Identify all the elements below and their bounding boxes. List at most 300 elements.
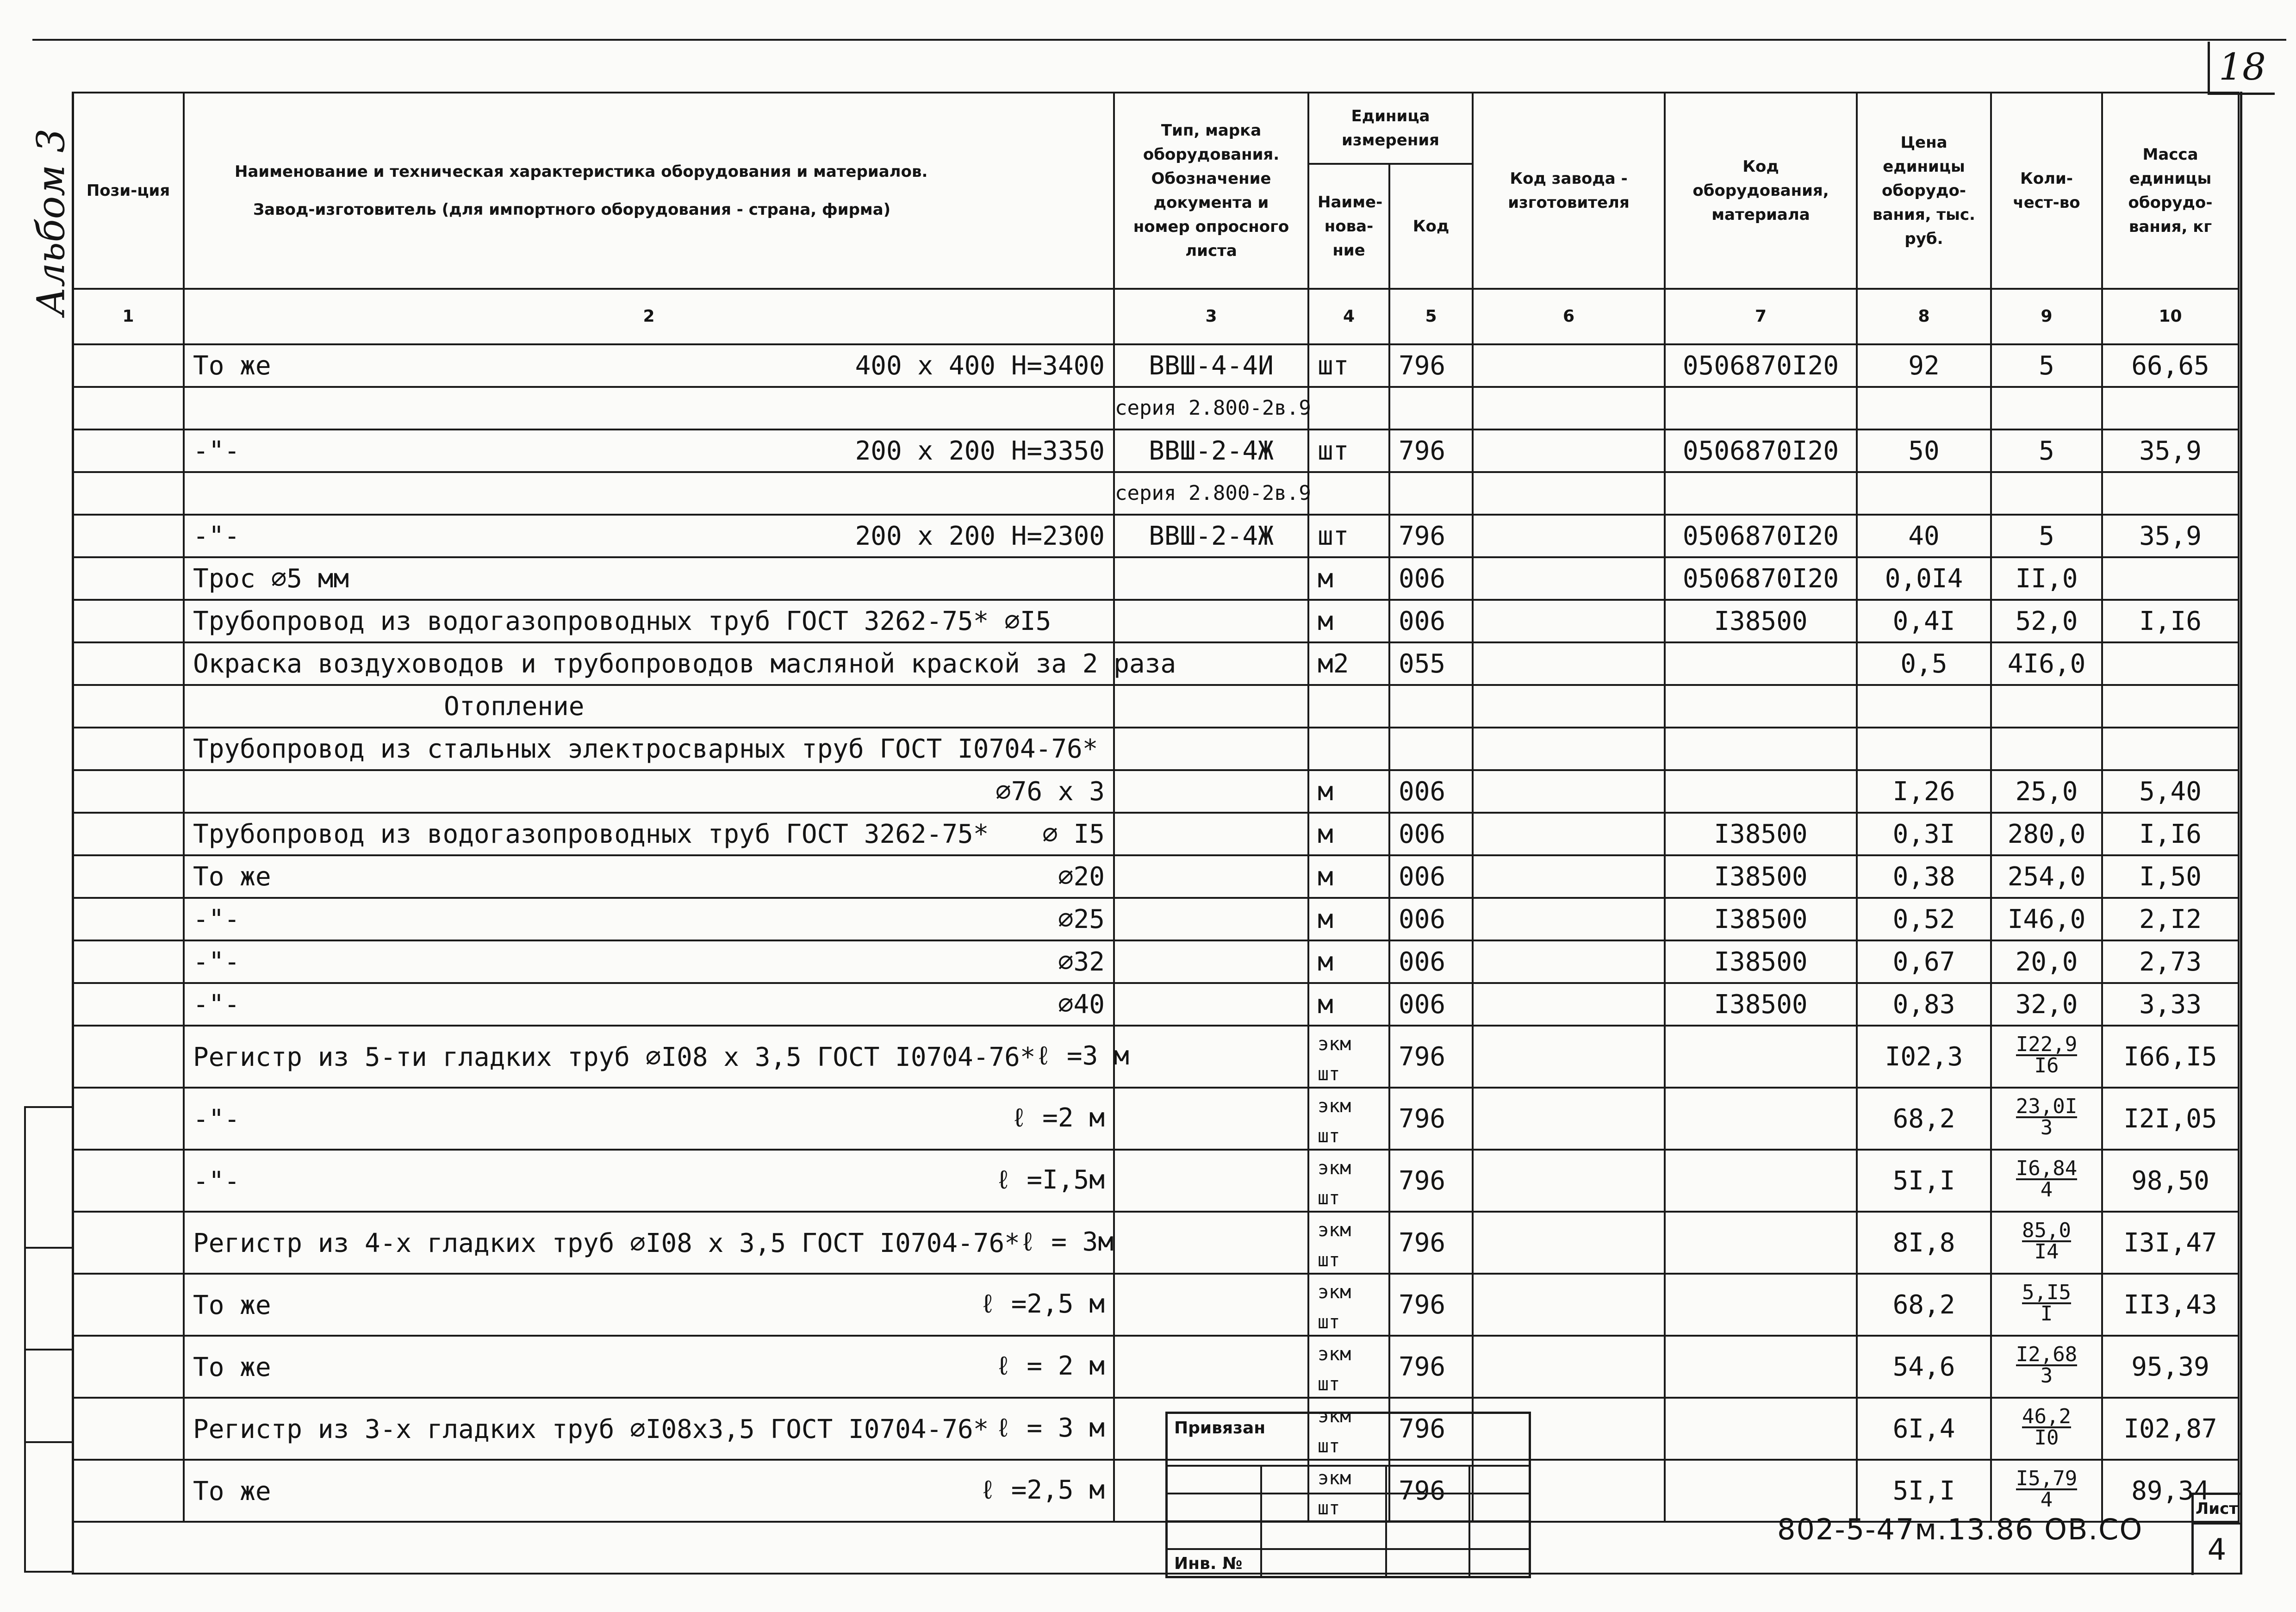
item-spec: 200 x 200 H=3350 xyxy=(855,436,1105,466)
cell-text: м xyxy=(1318,776,1333,807)
table-row xyxy=(73,940,2239,983)
cell-text: м xyxy=(1318,861,1333,892)
cell-unit xyxy=(1308,600,1389,642)
item-spec: ℓ =3 м xyxy=(1035,1041,1129,1071)
cell-price xyxy=(1857,813,1991,855)
cell-position xyxy=(73,855,184,898)
cell-mass xyxy=(2102,557,2239,600)
cell-name xyxy=(184,344,1114,387)
cell-price xyxy=(1857,600,1991,642)
cell-mass xyxy=(2102,429,2239,472)
item-name: То же xyxy=(193,861,271,892)
item-name: Регистр из 3-х гладких труб ∅I08x3,5 ГОСТ I0704-76* xyxy=(193,1414,989,1444)
qty-bottom: 4 xyxy=(2040,1177,2053,1201)
specification-table xyxy=(72,92,2240,1523)
cell-plant-code xyxy=(1473,1212,1665,1274)
cell-text: 25,0 xyxy=(2015,776,2078,807)
unit-top: экм xyxy=(1318,1220,1351,1241)
cell-quantity xyxy=(1991,1274,2102,1336)
item-spec: ∅76 x 3 xyxy=(995,776,1105,807)
header-type: Тип, марка оборудования. Обозначение документа и номер опросного листа xyxy=(1114,93,1308,289)
cell-text: I38500 xyxy=(1714,904,1808,934)
cell-type xyxy=(1114,1336,1308,1398)
cell-unit-code xyxy=(1389,983,1473,1026)
cell-plant-code xyxy=(1473,813,1665,855)
cell-mass xyxy=(2102,600,2239,642)
cell-position xyxy=(73,344,184,387)
cell-text: 5,40 xyxy=(2139,776,2202,807)
cell-text: I,I6 xyxy=(2139,606,2202,636)
cell-text: 280,0 xyxy=(2007,819,2086,849)
cell-type xyxy=(1114,1274,1308,1336)
binding-stamp xyxy=(1165,1412,1531,1578)
cell-mass xyxy=(2102,770,2239,813)
cell-text: 95,39 xyxy=(2131,1351,2209,1382)
cell-text: II3,43 xyxy=(2123,1289,2217,1320)
cell-unit-code xyxy=(1389,429,1473,472)
cell-text: 32,0 xyxy=(2015,989,2078,1020)
table-row xyxy=(73,1336,2239,1398)
cell-text: I66,I5 xyxy=(2123,1041,2217,1072)
cell-unit xyxy=(1308,855,1389,898)
list-label: Лист xyxy=(2194,1495,2240,1525)
cell-text: 98,50 xyxy=(2131,1165,2209,1196)
item-spec: ∅ I5 xyxy=(1042,819,1105,849)
table-row xyxy=(73,1150,2239,1212)
cell-unit-code xyxy=(1389,1088,1473,1150)
cell-quantity xyxy=(1991,685,2102,728)
cell-position xyxy=(73,813,184,855)
cell-type xyxy=(1114,813,1308,855)
cell-text: 796 xyxy=(1399,1413,1446,1444)
cell-text: 5 xyxy=(2039,521,2054,551)
cell-text: I38500 xyxy=(1714,946,1808,977)
unit-top: экм xyxy=(1318,1158,1351,1179)
item-spec: ℓ =2 м xyxy=(1011,1103,1105,1133)
cell-text: II,0 xyxy=(2015,563,2078,594)
cell-text: ВВШ-2-4Ж xyxy=(1149,521,1274,551)
cell-price xyxy=(1857,983,1991,1026)
cell-equipment-code xyxy=(1665,1026,1857,1088)
col-number: 9 xyxy=(1991,289,2102,344)
table-row xyxy=(73,472,2239,515)
qty-bottom: 4 xyxy=(2040,1488,2053,1512)
unit-bottom: шт xyxy=(1318,1312,1340,1333)
cell-position xyxy=(73,1460,184,1522)
unit-bottom: шт xyxy=(1318,1126,1340,1147)
col-number: 4 xyxy=(1308,289,1389,344)
table-row xyxy=(73,429,2239,472)
cell-position xyxy=(73,983,184,1026)
cell-equipment-code xyxy=(1665,940,1857,983)
cell-quantity xyxy=(1991,770,2102,813)
cell-unit xyxy=(1308,1274,1389,1336)
cell-unit xyxy=(1308,1026,1389,1088)
col-number: 6 xyxy=(1473,289,1665,344)
cell-price xyxy=(1857,344,1991,387)
col-number: 3 xyxy=(1114,289,1308,344)
item-spec: ℓ = 3м xyxy=(1020,1227,1114,1257)
cell-text: I3I,47 xyxy=(2123,1227,2217,1258)
cell-text: шт xyxy=(1318,350,1349,381)
cell-unit-code xyxy=(1389,940,1473,983)
cell-text: I02,3 xyxy=(1885,1041,1963,1072)
cell-text: м xyxy=(1318,989,1333,1020)
cell-type xyxy=(1114,898,1308,940)
cell-text: 5I,I xyxy=(1892,1475,1955,1506)
cell-type xyxy=(1114,855,1308,898)
cell-text: 796 xyxy=(1399,1475,1446,1506)
cell-text: 5I,I xyxy=(1892,1165,1955,1196)
cell-text: 6I,4 xyxy=(1892,1413,1955,1444)
cell-unit-code xyxy=(1389,855,1473,898)
cell-price xyxy=(1857,940,1991,983)
cell-plant-code xyxy=(1473,600,1665,642)
cell-text: м xyxy=(1318,819,1333,849)
cell-plant-code xyxy=(1473,472,1665,515)
cell-equipment-code xyxy=(1665,557,1857,600)
cell-equipment-code xyxy=(1665,387,1857,429)
cell-text: I46,0 xyxy=(2007,904,2086,934)
cell-quantity xyxy=(1991,1026,2102,1088)
cell-name xyxy=(184,1398,1114,1460)
cell-text: 254,0 xyxy=(2007,861,2086,892)
cell-name xyxy=(184,600,1114,642)
item-name: Трубопровод из стальных электросварных труб ГОСТ I0704-76* xyxy=(193,734,1098,764)
album-label: Альбом 3 xyxy=(29,128,74,316)
header-equipment-code: Код оборудования, материала xyxy=(1665,93,1857,289)
cell-mass xyxy=(2102,728,2239,770)
cell-quantity xyxy=(1991,940,2102,983)
sheet-box xyxy=(2191,1493,2240,1575)
header-mass: Масса единицы оборудо-вания, кг xyxy=(2102,93,2239,289)
item-spec: 400 x 400 H=3400 xyxy=(855,350,1105,381)
cell-quantity xyxy=(1991,557,2102,600)
cell-name xyxy=(184,770,1114,813)
cell-text: 54,6 xyxy=(1892,1351,1955,1382)
cell-text: м xyxy=(1318,563,1333,594)
cell-position xyxy=(73,429,184,472)
item-spec: ℓ =2,5 м xyxy=(980,1289,1105,1319)
unit-bottom: шт xyxy=(1318,1064,1340,1085)
cell-plant-code xyxy=(1473,855,1665,898)
cell-unit xyxy=(1308,813,1389,855)
cell-unit xyxy=(1308,983,1389,1026)
series-note: серия 2.800-2в.9 xyxy=(1115,481,1311,505)
cell-plant-code xyxy=(1473,344,1665,387)
cell-name xyxy=(184,1336,1114,1398)
cell-text: шт xyxy=(1318,436,1349,466)
cell-mass xyxy=(2102,898,2239,940)
cell-text: 0,67 xyxy=(1892,946,1955,977)
cell-plant-code xyxy=(1473,898,1665,940)
cell-unit-code xyxy=(1389,344,1473,387)
unit-bottom: шт xyxy=(1318,1374,1340,1395)
cell-quantity xyxy=(1991,642,2102,685)
cell-price xyxy=(1857,1398,1991,1460)
table-row xyxy=(73,983,2239,1026)
cell-equipment-code xyxy=(1665,600,1857,642)
col-number: 8 xyxy=(1857,289,1991,344)
table-row xyxy=(73,770,2239,813)
cell-name xyxy=(184,898,1114,940)
table-row xyxy=(73,1274,2239,1336)
cell-text: 0,3I xyxy=(1892,819,1955,849)
cell-name xyxy=(184,557,1114,600)
item-name: То же xyxy=(193,1352,271,1382)
cell-position xyxy=(73,685,184,728)
item-name: -"- xyxy=(193,904,240,934)
header-price: Цена единицы оборудо-вания, тыс. руб. xyxy=(1857,93,1991,289)
cell-type xyxy=(1114,557,1308,600)
item-name: -"- xyxy=(193,946,240,977)
table-row xyxy=(73,1088,2239,1150)
cell-price xyxy=(1857,1088,1991,1150)
cell-mass xyxy=(2102,344,2239,387)
cell-text: 92 xyxy=(1908,350,1940,381)
cell-mass xyxy=(2102,387,2239,429)
cell-quantity xyxy=(1991,472,2102,515)
table-row xyxy=(73,1398,2239,1460)
header-unit-name: Наиме-нова-ние xyxy=(1308,164,1389,289)
cell-unit-code xyxy=(1389,600,1473,642)
cell-type xyxy=(1114,1026,1308,1088)
cell-equipment-code xyxy=(1665,855,1857,898)
unit-top: экм xyxy=(1318,1095,1351,1117)
cell-equipment-code xyxy=(1665,898,1857,940)
cell-unit-code xyxy=(1389,557,1473,600)
cell-text: 006 xyxy=(1399,563,1446,594)
cell-quantity xyxy=(1991,1212,2102,1274)
qty-bottom: 3 xyxy=(2040,1115,2053,1139)
cell-type xyxy=(1114,515,1308,557)
cell-text: 0506870I20 xyxy=(1682,350,1839,381)
cell-price xyxy=(1857,1336,1991,1398)
cell-name xyxy=(184,1212,1114,1274)
item-name: Регистр из 5-ти гладких труб ∅I08 x 3,5 ГОСТ I0704-76* xyxy=(193,1042,1036,1072)
cell-position xyxy=(73,940,184,983)
cell-text: 89,34 xyxy=(2131,1475,2209,1506)
cell-unit-code xyxy=(1389,387,1473,429)
cell-quantity xyxy=(1991,1336,2102,1398)
unit-top: экм xyxy=(1318,1406,1351,1427)
item-name: То же xyxy=(193,350,271,381)
cell-name xyxy=(184,940,1114,983)
item-spec: ∅40 xyxy=(1058,989,1105,1020)
cell-text: 0,5 xyxy=(1900,648,1948,679)
col-number: 5 xyxy=(1389,289,1473,344)
cell-equipment-code xyxy=(1665,813,1857,855)
cell-text: I,I6 xyxy=(2139,819,2202,849)
cell-type xyxy=(1114,940,1308,983)
cell-position xyxy=(73,642,184,685)
item-name: -"- xyxy=(193,521,240,551)
unit-bottom: шт xyxy=(1318,1250,1340,1271)
cell-text: 0,38 xyxy=(1892,861,1955,892)
cell-unit-code xyxy=(1389,728,1473,770)
cell-quantity xyxy=(1991,1150,2102,1212)
cell-type xyxy=(1114,983,1308,1026)
cell-mass xyxy=(2102,1212,2239,1274)
cell-text: I,26 xyxy=(1892,776,1955,807)
cell-type xyxy=(1114,600,1308,642)
col-number: 2 xyxy=(184,289,1114,344)
cell-plant-code xyxy=(1473,1274,1665,1336)
cell-plant-code xyxy=(1473,515,1665,557)
cell-name xyxy=(184,1088,1114,1150)
table-row xyxy=(73,557,2239,600)
table-row xyxy=(73,898,2239,940)
cell-plant-code xyxy=(1473,1150,1665,1212)
cell-price xyxy=(1857,898,1991,940)
cell-text: 50 xyxy=(1908,436,1940,466)
stamp-inv: Инв. № xyxy=(1174,1554,1243,1573)
cell-price xyxy=(1857,855,1991,898)
unit-bottom: шт xyxy=(1318,1436,1340,1457)
table-row xyxy=(73,855,2239,898)
cell-unit-code xyxy=(1389,472,1473,515)
qty-bottom: I xyxy=(2040,1301,2053,1326)
stamp-privyazan: Привязан xyxy=(1174,1419,1266,1438)
cell-quantity xyxy=(1991,1088,2102,1150)
cell-unit xyxy=(1308,1088,1389,1150)
item-name: -"- xyxy=(193,436,240,466)
cell-text: 20,0 xyxy=(2015,946,2078,977)
cell-name xyxy=(184,685,1114,728)
item-name: Регистр из 4-х гладких труб ∅I08 x 3,5 ГОСТ I0704-76* xyxy=(193,1228,1020,1258)
side-stamp-strip xyxy=(24,1106,74,1573)
item-spec: ∅25 xyxy=(1058,904,1105,934)
cell-text: 796 xyxy=(1399,521,1446,551)
qty-top: I2,68 xyxy=(2016,1342,2078,1366)
cell-mass xyxy=(2102,940,2239,983)
cell-mass xyxy=(2102,855,2239,898)
cell-unit-code xyxy=(1389,770,1473,813)
cell-type xyxy=(1114,387,1311,429)
cell-position xyxy=(73,472,184,515)
cell-text: м xyxy=(1318,946,1333,977)
cell-position xyxy=(73,728,184,770)
cell-quantity xyxy=(1991,387,2102,429)
cell-plant-code xyxy=(1473,940,1665,983)
cell-mass xyxy=(2102,1336,2239,1398)
cell-text: 006 xyxy=(1399,606,1446,636)
cell-quantity xyxy=(1991,813,2102,855)
cell-plant-code xyxy=(1473,1088,1665,1150)
cell-plant-code xyxy=(1473,557,1665,600)
cell-text: 5 xyxy=(2039,436,2054,466)
item-name: То же xyxy=(193,1290,271,1320)
sheet-number: 18 xyxy=(2208,42,2275,95)
cell-text: 40 xyxy=(1908,521,1940,551)
series-note: серия 2.800-2в.9 xyxy=(1115,396,1311,420)
cell-unit-code xyxy=(1389,515,1473,557)
cell-quantity xyxy=(1991,600,2102,642)
cell-text: 35,9 xyxy=(2139,436,2202,466)
cell-text: 796 xyxy=(1399,1103,1446,1134)
cell-equipment-code xyxy=(1665,1212,1857,1274)
cell-mass xyxy=(2102,685,2239,728)
item-name: То же xyxy=(193,1476,271,1506)
cell-unit xyxy=(1308,515,1389,557)
cell-plant-code xyxy=(1473,387,1665,429)
cell-unit xyxy=(1308,728,1389,770)
cell-unit-code xyxy=(1389,642,1473,685)
col-number: 1 xyxy=(73,289,184,344)
cell-text: 796 xyxy=(1399,1041,1446,1072)
cell-unit xyxy=(1308,387,1389,429)
cell-unit-code xyxy=(1389,1026,1473,1088)
cell-text: 796 xyxy=(1399,1351,1446,1382)
cell-mass xyxy=(2102,1026,2239,1088)
unit-top: экм xyxy=(1318,1344,1351,1365)
cell-name xyxy=(184,1150,1114,1212)
cell-name xyxy=(184,1026,1129,1088)
cell-price xyxy=(1857,515,1991,557)
cell-text: 055 xyxy=(1399,648,1446,679)
cell-text: 2,I2 xyxy=(2139,904,2202,934)
item-name: Трубопровод из водогазопроводных труб ГОСТ 3262-75* ∅I5 xyxy=(193,606,1052,636)
cell-text: 68,2 xyxy=(1892,1289,1955,1320)
col-number: 7 xyxy=(1665,289,1857,344)
cell-position xyxy=(73,515,184,557)
cell-text: 0,83 xyxy=(1892,989,1955,1020)
cell-unit-code xyxy=(1389,1212,1473,1274)
cell-text: ВВШ-2-4Ж xyxy=(1149,436,1274,466)
header-plant-code: Код завода - изготовителя xyxy=(1473,93,1665,289)
cell-text: 006 xyxy=(1399,861,1446,892)
cell-price xyxy=(1857,728,1991,770)
cell-position xyxy=(73,387,184,429)
cell-unit-code xyxy=(1389,1150,1473,1212)
header-name: Наименование и техническая характеристика оборудования и материалов. Завод-изготовитель (для импортного оборудования - страна, фирма) xyxy=(184,93,1114,289)
item-spec: ℓ =I,5м xyxy=(996,1165,1105,1195)
cell-text: 0,0I4 xyxy=(1885,563,1963,594)
cell-price xyxy=(1857,1026,1991,1088)
cell-price xyxy=(1857,642,1991,685)
cell-mass xyxy=(2102,472,2239,515)
unit-bottom: шт xyxy=(1318,1498,1340,1519)
cell-unit xyxy=(1308,642,1389,685)
cell-text: 006 xyxy=(1399,819,1446,849)
cell-name xyxy=(184,642,1176,685)
cell-plant-code xyxy=(1473,728,1665,770)
cell-type xyxy=(1114,344,1308,387)
top-border-line xyxy=(32,39,2286,41)
cell-unit xyxy=(1308,685,1389,728)
cell-text: I38500 xyxy=(1714,819,1808,849)
cell-equipment-code xyxy=(1665,983,1857,1026)
cell-text: 0506870I20 xyxy=(1682,436,1839,466)
cell-text: 796 xyxy=(1399,350,1446,381)
cell-text: 796 xyxy=(1399,436,1446,466)
table-row xyxy=(73,728,2239,770)
section-title: Отопление xyxy=(444,691,585,722)
cell-text: м2 xyxy=(1318,648,1349,679)
cell-unit xyxy=(1308,1150,1389,1212)
cell-plant-code xyxy=(1473,1026,1665,1088)
cell-name xyxy=(184,1460,1114,1522)
table-row xyxy=(73,685,2239,728)
item-name: Трубопровод из водогазопроводных труб ГОСТ 3262-75* xyxy=(193,819,989,849)
cell-unit xyxy=(1308,472,1389,515)
cell-name xyxy=(184,387,1114,429)
cell-price xyxy=(1857,387,1991,429)
cell-position xyxy=(73,557,184,600)
cell-position xyxy=(73,600,184,642)
cell-quantity xyxy=(1991,898,2102,940)
item-spec: ℓ =2,5 м xyxy=(980,1475,1105,1505)
